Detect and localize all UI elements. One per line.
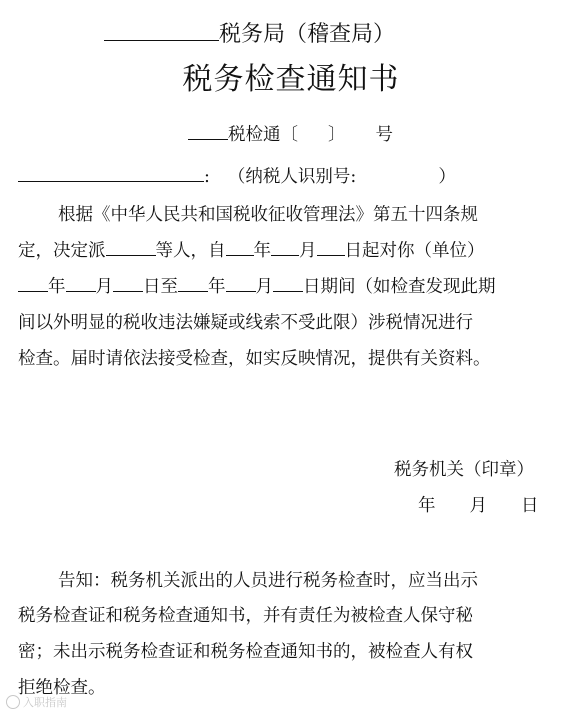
start-year-blank[interactable]: [226, 238, 254, 256]
period-start-month-blank[interactable]: [66, 274, 96, 292]
notice-body-line: 检查。届时请依法接受检查，如实反映情况，提供有关资料。: [18, 349, 491, 369]
document-number-close-bracket: 〕: [328, 125, 346, 145]
document-title: 税务检查通知书: [182, 62, 400, 97]
document-number-line: [188, 122, 393, 147]
period-end-day-blank[interactable]: [273, 274, 303, 292]
notice-body-line: 年 月 日至 年 月 日期间（如检查发现此期: [18, 274, 496, 299]
issuing-authority-seal: 税务机关（印章）: [394, 460, 534, 480]
start-day-blank[interactable]: [317, 238, 345, 256]
issue-month-label: 月: [469, 496, 487, 516]
bureau-label: 税务局（稽查局）: [219, 22, 396, 47]
period-end-month-blank[interactable]: [226, 274, 256, 292]
period-start-day-blank[interactable]: [113, 274, 143, 292]
watermark-text: 入职指南: [23, 696, 67, 709]
taxpayer-name-blank[interactable]: [18, 164, 204, 182]
taxpayer-id-close: ）: [438, 167, 456, 187]
bureau-line: [104, 18, 395, 50]
bureau-name-blank[interactable]: [104, 18, 219, 41]
inspector-names-blank[interactable]: [106, 238, 156, 256]
notice-body-line: 根据《中华人民共和国税收征收管理法》第五十四条规: [58, 205, 478, 225]
taxpayer-colon: :: [204, 167, 210, 187]
period-end-year-blank[interactable]: [178, 274, 208, 292]
taxpayer-id-label: （纳税人识别号:: [227, 167, 357, 187]
period-start-year-blank[interactable]: [18, 274, 48, 292]
watermark: [6, 694, 67, 710]
notice-body-line: 定，决定派 等人，自 年 月 日起对你（单位）: [18, 238, 485, 263]
notice-body-line: 间以外明显的税收违法嫌疑或线索不受此限）涉税情况进行: [18, 313, 473, 333]
taxpayer-line: [18, 164, 456, 189]
notice-tips-line: 密；未出示税务检查证和税务检查通知书的，被检查人有权: [18, 642, 473, 662]
notice-tips-line: 告知：税务机关派出的人员进行税务检查时，应当出示: [58, 571, 478, 591]
document-number-label: 税检通〔: [228, 125, 298, 145]
issue-day-label: 日: [521, 496, 539, 516]
notice-tips-line: 税务检查证和税务检查通知书，并有责任为被检查人保守秘: [18, 606, 473, 626]
notice-tips-line: 拒绝检查。: [18, 678, 106, 698]
issue-date: [418, 494, 539, 518]
start-month-blank[interactable]: [271, 238, 299, 256]
issue-year-label: 年: [418, 496, 436, 516]
document-number-prefix-blank[interactable]: [188, 122, 228, 140]
watermark-logo-icon: [6, 695, 20, 709]
document-number-suffix: 号: [375, 125, 393, 145]
